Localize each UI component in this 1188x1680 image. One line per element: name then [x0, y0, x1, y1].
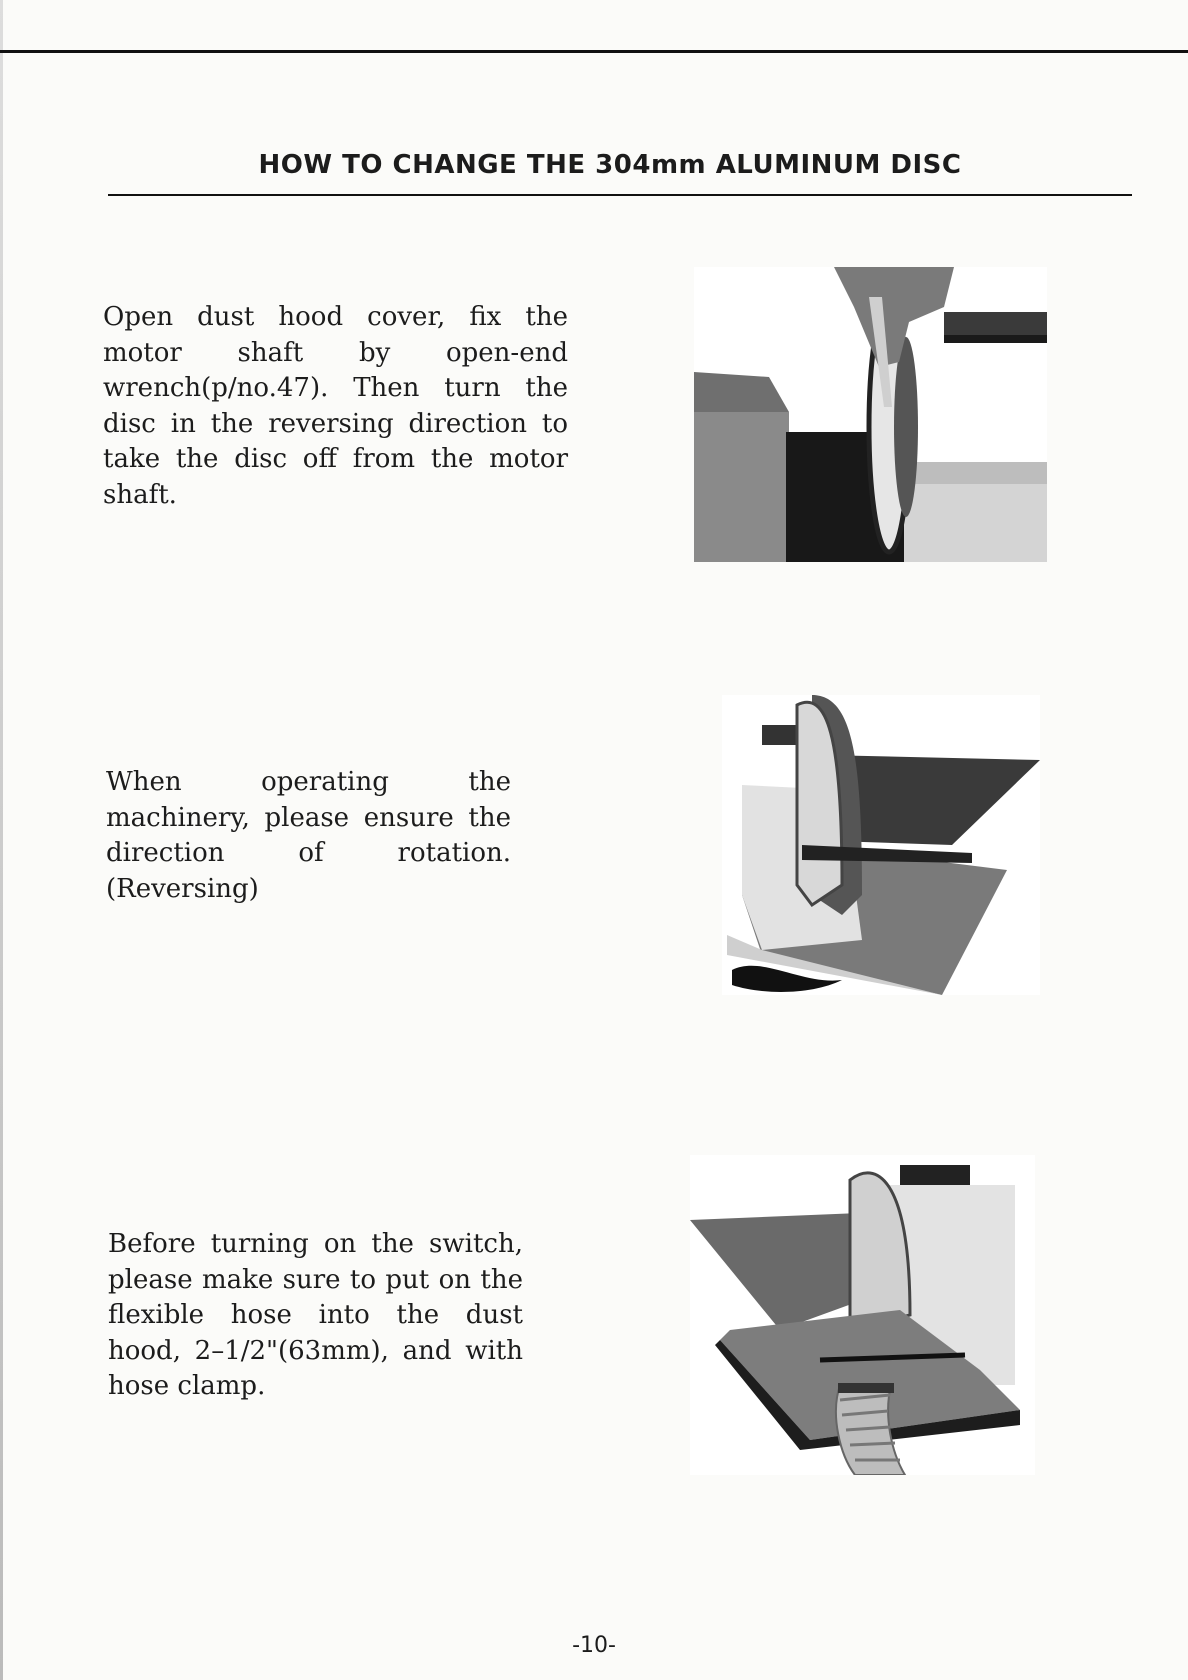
instruction-text-3: Before turning on the switch, please make sure to put on the flexible hose into the dust hood, 2–1/2"(63mm), and with hose clamp.	[108, 1229, 523, 1401]
top-rule	[0, 50, 1188, 53]
page-title: HOW TO CHANGE THE 304mm ALUMINUM DISC	[258, 150, 962, 180]
page-title-container	[108, 150, 1132, 196]
page-number: -10-	[572, 1633, 616, 1658]
page-edge-shadow	[0, 0, 3, 1680]
photo-dust-hose	[690, 1155, 1035, 1475]
instruction-text-1: Open dust hood cover, fix the motor shaft by open-end wrench(p/no.47). Then turn the disc in the reversing direction to take the disc off from the motor shaft.	[103, 302, 568, 510]
photo-rotation-direction	[722, 695, 1040, 995]
photo-disc-removal	[694, 267, 1047, 562]
instruction-text-2: When operating the machinery, please ensure the direction of rotation.(Reversing)	[106, 767, 511, 904]
